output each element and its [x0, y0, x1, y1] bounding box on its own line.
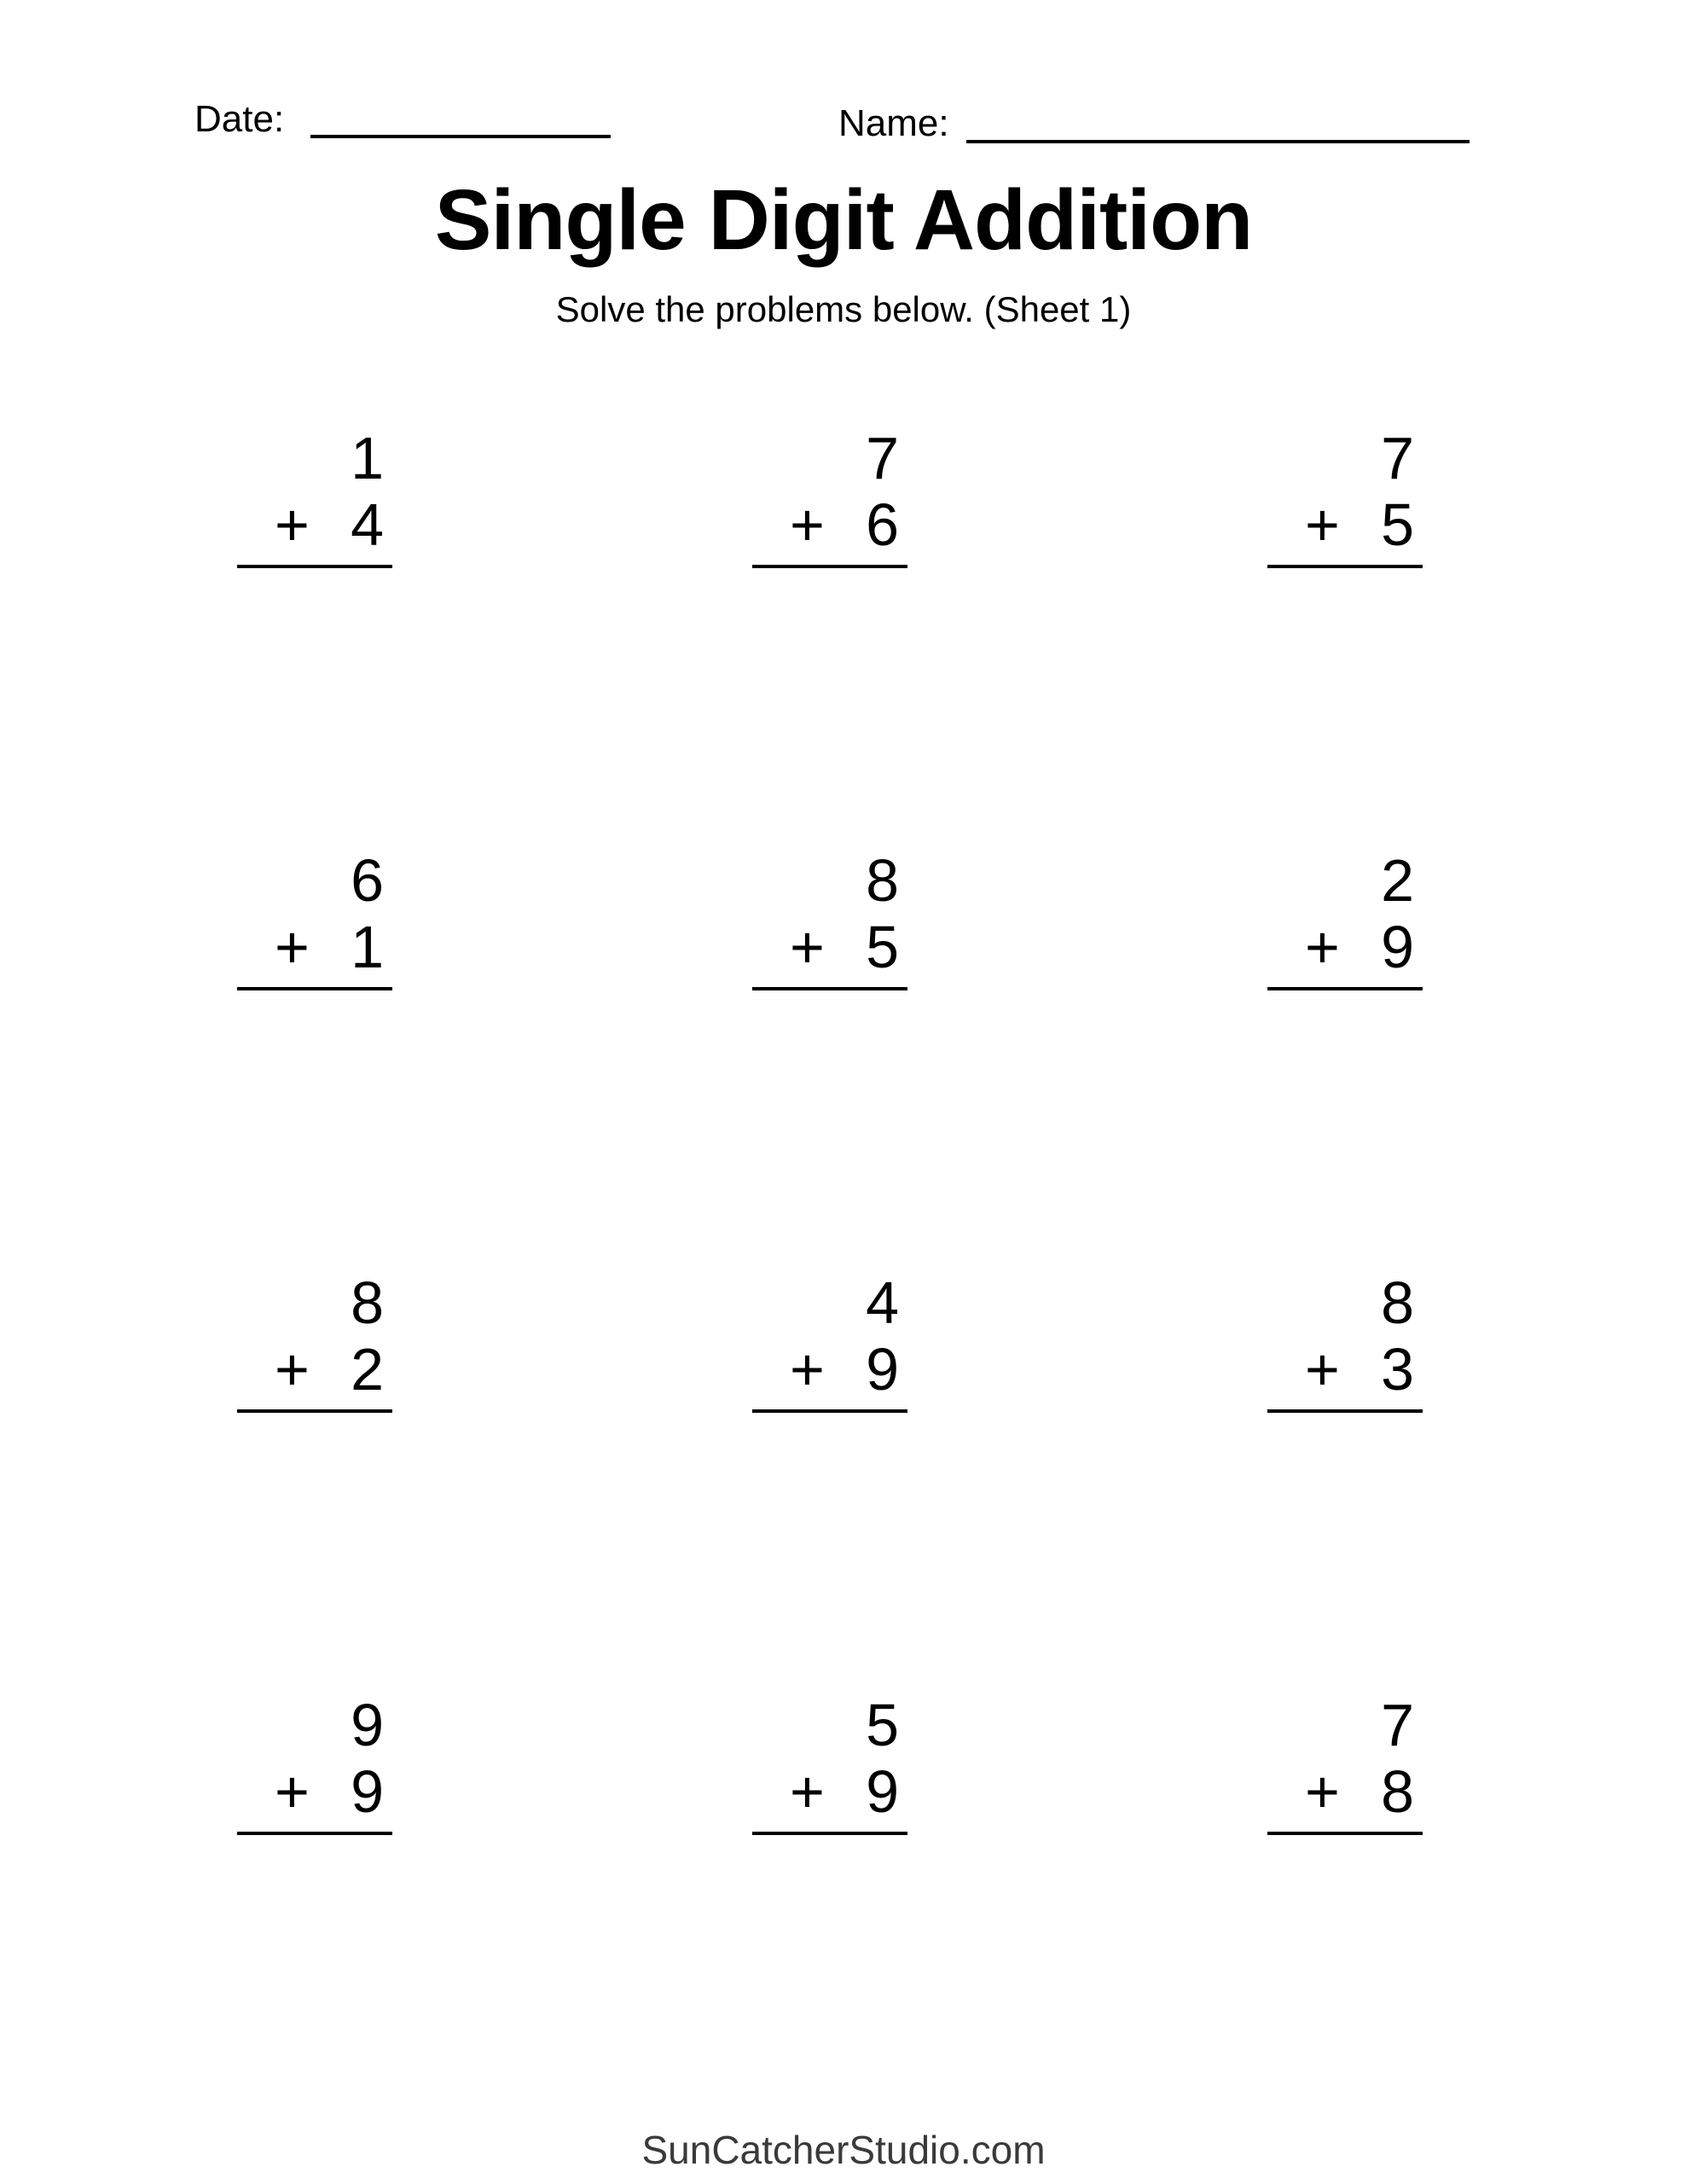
- addend-top: 7: [1381, 1692, 1414, 1758]
- addition-problem: [752, 847, 907, 990]
- addition-problem: [237, 847, 392, 990]
- addend-top: 8: [351, 1269, 384, 1336]
- addend-bottom: 3: [1381, 1336, 1414, 1403]
- plus-operator: +: [790, 1336, 825, 1403]
- plus-operator: +: [1305, 1336, 1340, 1403]
- addend-top: 5: [866, 1692, 899, 1758]
- plus-operator: +: [275, 1336, 310, 1403]
- site-credit: SunCatcherStudio.com: [641, 2128, 1046, 2172]
- addend-bottom: 9: [351, 1758, 384, 1825]
- addition-problem: [1267, 1269, 1423, 1413]
- addition-problem: [752, 1269, 907, 1413]
- addend-bottom: 2: [351, 1336, 384, 1403]
- addition-problem: [1267, 1692, 1423, 1835]
- name-label: Name:: [838, 102, 949, 144]
- addend-bottom: 9: [866, 1758, 899, 1825]
- addition-problem: [237, 1269, 392, 1413]
- addend-top: 9: [351, 1692, 384, 1758]
- addend-top: 8: [866, 847, 899, 914]
- page-title: Single Digit Addition: [434, 172, 1253, 268]
- addition-problem: [237, 425, 392, 568]
- plus-operator: +: [1305, 491, 1340, 558]
- addend-top: 2: [1381, 847, 1414, 914]
- page-subtitle: Solve the problems below. (Sheet 1): [555, 289, 1132, 329]
- addend-bottom: 9: [1381, 914, 1414, 980]
- plus-operator: +: [275, 1758, 310, 1825]
- plus-operator: +: [790, 491, 825, 558]
- addition-problem: [752, 425, 907, 568]
- addend-top: 7: [1381, 425, 1414, 491]
- plus-operator: +: [275, 491, 310, 558]
- addend-top: 1: [351, 425, 384, 491]
- addition-problem: [237, 1692, 392, 1835]
- addend-bottom: 5: [866, 914, 899, 980]
- addend-bottom: 5: [1381, 491, 1414, 558]
- addend-bottom: 4: [351, 491, 384, 558]
- addend-top: 8: [1381, 1269, 1414, 1336]
- addition-problem: [752, 1692, 907, 1835]
- addend-top: 6: [351, 847, 384, 914]
- addend-bottom: 9: [866, 1336, 899, 1403]
- date-label: Date:: [194, 98, 285, 140]
- plus-operator: +: [275, 914, 310, 980]
- plus-operator: +: [790, 914, 825, 980]
- plus-operator: +: [790, 1758, 825, 1825]
- addition-problem: [1267, 847, 1423, 990]
- plus-operator: +: [1305, 1758, 1340, 1825]
- addend-bottom: 8: [1381, 1758, 1414, 1825]
- problems-grid: [237, 425, 1423, 1835]
- addend-top: 4: [866, 1269, 899, 1336]
- name-blank-line: [966, 140, 1470, 143]
- addend-bottom: 6: [866, 491, 899, 558]
- plus-operator: +: [1305, 914, 1340, 980]
- addend-top: 7: [866, 425, 899, 491]
- addition-problem: [1267, 425, 1423, 568]
- addend-bottom: 1: [351, 914, 384, 980]
- date-blank-line: [310, 135, 611, 138]
